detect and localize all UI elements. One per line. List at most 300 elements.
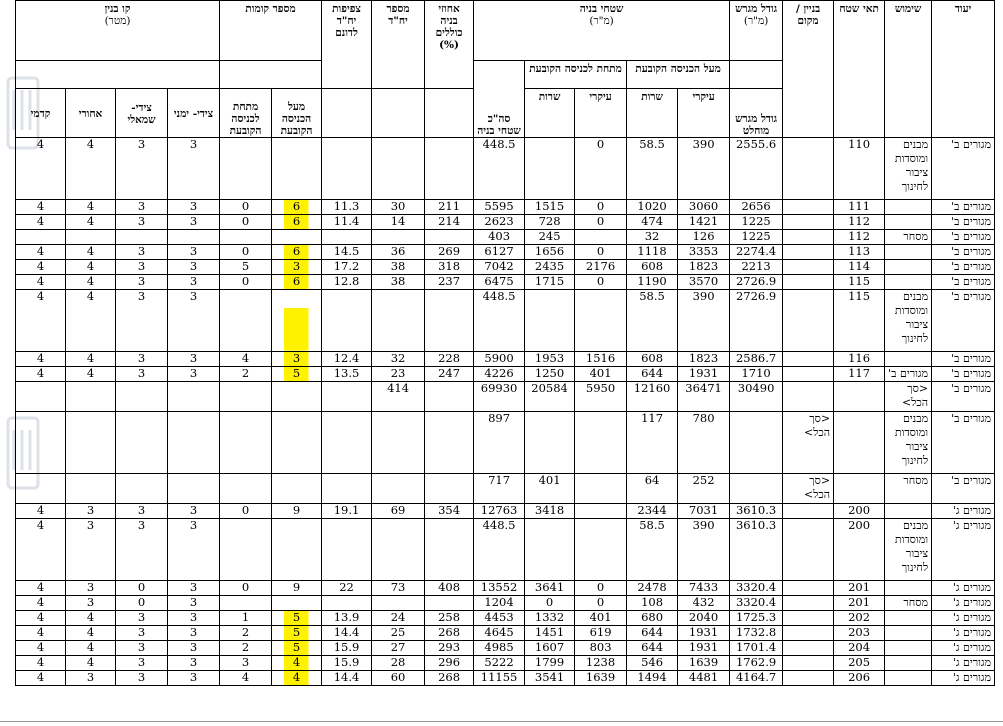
- header-label: שרות: [538, 91, 561, 103]
- cell-yeud: מגורים ב': [932, 412, 995, 474]
- cell-smali: 3: [116, 260, 168, 275]
- cell-yachad: 36: [372, 245, 425, 260]
- header-label: מעל הכניסה הקובעת: [280, 101, 313, 137]
- cell-maal-sherut: 644: [627, 367, 678, 382]
- cell-smali: 3: [116, 275, 168, 290]
- cell-yemani: 3: [168, 641, 220, 656]
- cell-binyan: <סך הכל>: [783, 474, 834, 504]
- cell-yemani: 3: [168, 596, 220, 611]
- cell-k-mit: 4: [220, 352, 272, 367]
- cell-k-maal: 6: [272, 215, 322, 230]
- cell-achori: 4: [66, 138, 116, 200]
- cell-tzfifut: [322, 519, 372, 581]
- cell-tzfifut: 22: [322, 581, 372, 596]
- cell-achuz: 214: [425, 215, 474, 230]
- cell-godel: 2555.6: [730, 138, 783, 200]
- cell-maal-ikari: 3060: [678, 200, 730, 215]
- cell-achuz: [425, 290, 474, 352]
- cell-tzfifut: 14.5: [322, 245, 372, 260]
- header-yeud: [932, 1, 995, 138]
- cell-mit-ikari: [575, 519, 627, 581]
- cell-mit-ikari: 0: [575, 581, 627, 596]
- cell-yemani: 3: [168, 245, 220, 260]
- header-spacer: [16, 61, 220, 89]
- header-label: אחוזי בניה כוללים: [435, 3, 463, 39]
- cell-sach: 448.5: [474, 138, 525, 200]
- cell-k-maal: [272, 138, 322, 200]
- header-unit: (מטר): [104, 15, 131, 27]
- cell-maal-sherut: 58.5: [627, 138, 678, 200]
- cell-achori: 4: [66, 352, 116, 367]
- cell-sach: 4453: [474, 611, 525, 626]
- cell-achori: 4: [66, 215, 116, 230]
- cell-achuz: 408: [425, 581, 474, 596]
- cell-kidmi: 4: [16, 581, 66, 596]
- cell-smali: 3: [116, 641, 168, 656]
- cell-godel: 2274.4: [730, 245, 783, 260]
- cell-godel: 2726.9: [730, 275, 783, 290]
- header-label: מספר קומות: [245, 3, 296, 15]
- cell-maal-sherut: 117: [627, 412, 678, 474]
- cell-sach: 11155: [474, 671, 525, 686]
- cell-kidmi: 4: [16, 626, 66, 641]
- header-shimush: [885, 1, 932, 138]
- header-label: צידי- שמאלי: [127, 102, 156, 126]
- table-row: [16, 367, 995, 382]
- cell-k-maal: 3: [272, 260, 322, 275]
- header-spacer: [425, 89, 474, 138]
- header-label: קו בנין: [104, 3, 131, 15]
- cell-mit-ikari: [575, 412, 627, 474]
- cell-mit-sherut: 1953: [525, 352, 575, 367]
- cell-k-mit: [220, 474, 272, 504]
- cell-binyan: [783, 519, 834, 581]
- cell-tai: 115: [834, 290, 885, 352]
- cell-tzfifut: 12.4: [322, 352, 372, 367]
- cell-kidmi: 4: [16, 215, 66, 230]
- cell-achuz: [425, 519, 474, 581]
- cell-k-mit: 5: [220, 260, 272, 275]
- cell-achori: 4: [66, 245, 116, 260]
- cell-binyan: [783, 671, 834, 686]
- building-rights-table: [15, 0, 995, 686]
- cell-tzfifut: 14.4: [322, 626, 372, 641]
- cell-shimush: [885, 626, 932, 641]
- cell-smali: [116, 474, 168, 504]
- cell-yeud: מגורים ג': [932, 596, 995, 611]
- table-row: [16, 611, 995, 626]
- cell-binyan: [783, 138, 834, 200]
- cell-godel: 2726.9: [730, 290, 783, 352]
- cell-shimush: מסחר: [885, 474, 932, 504]
- header-komot-maal: [272, 89, 322, 138]
- cell-maal-ikari: 390: [678, 138, 730, 200]
- cell-maal-sherut: 546: [627, 656, 678, 671]
- cell-achuz: 237: [425, 275, 474, 290]
- cell-k-maal: 5: [272, 626, 322, 641]
- cell-k-maal: 5: [272, 641, 322, 656]
- table-row: [16, 656, 995, 671]
- cell-k-maal: 6: [272, 200, 322, 215]
- cell-achori: 4: [66, 611, 116, 626]
- cell-tzfifut: [322, 412, 372, 474]
- cell-godel: 4164.7: [730, 671, 783, 686]
- cell-achori: [66, 474, 116, 504]
- cell-shimush: [885, 504, 932, 519]
- cell-yeud: מגורים ג': [932, 656, 995, 671]
- header-komot-mitachat: [220, 89, 272, 138]
- cell-shimush: [885, 656, 932, 671]
- cell-yeud: מגורים ג': [932, 504, 995, 519]
- cell-achuz: 269: [425, 245, 474, 260]
- cell-achori: 4: [66, 260, 116, 275]
- cell-mit-ikari: 1516: [575, 352, 627, 367]
- cell-achori: 3: [66, 581, 116, 596]
- cell-sach: 6127: [474, 245, 525, 260]
- page-divider: [0, 721, 1003, 722]
- cell-kidmi: 4: [16, 245, 66, 260]
- cell-k-mit: [220, 519, 272, 581]
- cell-sach: 5222: [474, 656, 525, 671]
- cell-binyan: [783, 352, 834, 367]
- cell-yemani: 3: [168, 260, 220, 275]
- cell-mit-ikari: 0: [575, 138, 627, 200]
- cell-yachad: 73: [372, 581, 425, 596]
- cell-yachad: 25: [372, 626, 425, 641]
- cell-tzfifut: 11.3: [322, 200, 372, 215]
- cell-yeud: מגורים ב': [932, 275, 995, 290]
- cell-yachad: 38: [372, 275, 425, 290]
- cell-yeud: מגורים ב': [932, 230, 995, 245]
- header-tzfifut: [322, 1, 372, 89]
- cell-achuz: [425, 230, 474, 245]
- cell-k-mit: 2: [220, 641, 272, 656]
- cell-yemani: 3: [168, 352, 220, 367]
- cell-binyan: [783, 275, 834, 290]
- cell-tai: [834, 382, 885, 412]
- header-label: מספר יח"ד: [386, 3, 410, 27]
- cell-yachad: 60: [372, 671, 425, 686]
- cell-k-mit: 1: [220, 611, 272, 626]
- cell-yachad: [372, 138, 425, 200]
- cell-sach: 5900: [474, 352, 525, 367]
- cell-tai: 205: [834, 656, 885, 671]
- cell-tai: 114: [834, 260, 885, 275]
- cell-achuz: 268: [425, 626, 474, 641]
- cell-mit-sherut: [525, 519, 575, 581]
- cell-godel: 1225: [730, 230, 783, 245]
- cell-yachad: 28: [372, 656, 425, 671]
- cell-achori: 4: [66, 290, 116, 352]
- cell-yemani: 3: [168, 611, 220, 626]
- table-row: [16, 245, 995, 260]
- cell-yemani: 3: [168, 275, 220, 290]
- cell-k-maal: 5: [272, 611, 322, 626]
- cell-achori: 3: [66, 671, 116, 686]
- cell-kidmi: 4: [16, 519, 66, 581]
- cell-maal-ikari: 1823: [678, 260, 730, 275]
- table-row: [16, 382, 995, 412]
- cell-yeud: מגורים ב': [932, 200, 995, 215]
- cell-kidmi: 4: [16, 504, 66, 519]
- cell-tzfifut: [322, 596, 372, 611]
- cell-binyan: [783, 290, 834, 352]
- cell-k-mit: [220, 290, 272, 352]
- cell-smali: 3: [116, 611, 168, 626]
- cell-mit-ikari: 0: [575, 215, 627, 230]
- cell-mit-sherut: 20584: [525, 382, 575, 412]
- cell-smali: [116, 382, 168, 412]
- cell-maal-ikari: 3570: [678, 275, 730, 290]
- cell-yeud: מגורים ב': [932, 382, 995, 412]
- cell-binyan: [783, 656, 834, 671]
- cell-mit-ikari: 0: [575, 275, 627, 290]
- cell-achuz: 354: [425, 504, 474, 519]
- cell-k-maal: 6: [272, 275, 322, 290]
- cell-sach: 717: [474, 474, 525, 504]
- cell-yachad: [372, 290, 425, 352]
- cell-smali: 3: [116, 519, 168, 581]
- cell-kidmi: 4: [16, 138, 66, 200]
- cell-tai: 200: [834, 519, 885, 581]
- cell-k-mit: [220, 596, 272, 611]
- cell-mit-sherut: 1799: [525, 656, 575, 671]
- cell-smali: 3: [116, 671, 168, 686]
- cell-achuz: [425, 474, 474, 504]
- cell-tai: 110: [834, 138, 885, 200]
- header-tzidi-yemani: [168, 89, 220, 138]
- cell-smali: 3: [116, 245, 168, 260]
- header-achori: [66, 89, 116, 138]
- table-row: [16, 260, 995, 275]
- cell-godel: 1701.4: [730, 641, 783, 656]
- cell-yeud: מגורים ב': [932, 260, 995, 275]
- cell-yemani: 3: [168, 215, 220, 230]
- cell-maal-ikari: 3353: [678, 245, 730, 260]
- cell-achori: 3: [66, 596, 116, 611]
- cell-yeud: מגורים ב': [932, 352, 995, 367]
- cell-maal-ikari: 1823: [678, 352, 730, 367]
- cell-shimush: [885, 260, 932, 275]
- cell-maal-ikari: 4481: [678, 671, 730, 686]
- cell-tzfifut: 11.4: [322, 215, 372, 230]
- cell-yeud: מגורים ב': [932, 245, 995, 260]
- header-unit: (מ"ר): [743, 15, 769, 27]
- cell-tzfifut: 19.1: [322, 504, 372, 519]
- cell-mit-sherut: 401: [525, 474, 575, 504]
- cell-achuz: 258: [425, 611, 474, 626]
- cell-maal-sherut: 608: [627, 260, 678, 275]
- cell-achori: 4: [66, 200, 116, 215]
- cell-maal-sherut: 1190: [627, 275, 678, 290]
- table-row: [16, 275, 995, 290]
- header-achuz: [425, 1, 474, 89]
- cell-yachad: 24: [372, 611, 425, 626]
- table-row: [16, 200, 995, 215]
- header-spacer: [220, 61, 322, 89]
- header-label: שטחי בניה: [579, 3, 624, 15]
- cell-yeud: מגורים ג': [932, 671, 995, 686]
- cell-shimush: מבנים ומוסדות ציבור לחינוך: [885, 519, 932, 581]
- cell-tzfifut: 12.8: [322, 275, 372, 290]
- cell-k-mit: 0: [220, 275, 272, 290]
- cell-yemani: [168, 230, 220, 245]
- cell-shimush: [885, 671, 932, 686]
- header-tzidi-smali: [116, 89, 168, 138]
- cell-yachad: 38: [372, 260, 425, 275]
- cell-godel: 1725.3: [730, 611, 783, 626]
- table-row: [16, 519, 995, 581]
- cell-maal-sherut: 64: [627, 474, 678, 504]
- cell-sach: 448.5: [474, 290, 525, 352]
- header-mitachat: [525, 61, 627, 89]
- cell-k-maal: [272, 382, 322, 412]
- header-maal-ikari: [678, 89, 730, 138]
- cell-yachad: 69: [372, 504, 425, 519]
- cell-yemani: [168, 474, 220, 504]
- cell-shimush: [885, 581, 932, 596]
- cell-k-mit: 0: [220, 581, 272, 596]
- cell-godel: 1225: [730, 215, 783, 230]
- cell-maal-ikari: 7433: [678, 581, 730, 596]
- cell-k-mit: 2: [220, 367, 272, 382]
- cell-achuz: [425, 382, 474, 412]
- cell-smali: 3: [116, 215, 168, 230]
- cell-shimush: [885, 215, 932, 230]
- cell-mit-ikari: 401: [575, 611, 627, 626]
- cell-maal-ikari: 252: [678, 474, 730, 504]
- cell-shimush: [885, 200, 932, 215]
- cell-tai: 201: [834, 581, 885, 596]
- cell-achuz: 211: [425, 200, 474, 215]
- cell-k-mit: 0: [220, 215, 272, 230]
- cell-tai: 117: [834, 367, 885, 382]
- cell-shimush: <סך הכל>: [885, 382, 932, 412]
- table-row: [16, 626, 995, 641]
- cell-k-maal: 4: [272, 671, 322, 686]
- cell-k-maal: [272, 519, 322, 581]
- header-maal: [627, 61, 730, 89]
- cell-maal-sherut: 108: [627, 596, 678, 611]
- cell-tai: 203: [834, 626, 885, 641]
- cell-yachad: 23: [372, 367, 425, 382]
- header-label: עיקרי: [692, 91, 715, 103]
- cell-godel: 2656: [730, 200, 783, 215]
- cell-achuz: 318: [425, 260, 474, 275]
- cell-k-mit: 0: [220, 245, 272, 260]
- cell-yeud: מגורים ג': [932, 611, 995, 626]
- cell-mit-sherut: 1332: [525, 611, 575, 626]
- cell-kidmi: 4: [16, 200, 66, 215]
- cell-achori: 4: [66, 641, 116, 656]
- table-row: [16, 215, 995, 230]
- cell-yemani: 3: [168, 656, 220, 671]
- cell-mit-ikari: 5950: [575, 382, 627, 412]
- cell-achuz: [425, 412, 474, 474]
- cell-tzfifut: [322, 382, 372, 412]
- cell-sach: 5595: [474, 200, 525, 215]
- header-mispar-komot: [220, 1, 322, 61]
- cell-mit-ikari: 401: [575, 367, 627, 382]
- cell-smali: 3: [116, 626, 168, 641]
- header-label: מתחת לכניסה הקובעת: [529, 63, 622, 75]
- cell-yeud: מגורים ג': [932, 581, 995, 596]
- cell-mit-sherut: [525, 412, 575, 474]
- cell-achori: 3: [66, 504, 116, 519]
- cell-binyan: [783, 626, 834, 641]
- cell-yachad: [372, 474, 425, 504]
- cell-k-mit: [220, 382, 272, 412]
- cell-sach: 448.5: [474, 519, 525, 581]
- cell-tzfifut: [322, 138, 372, 200]
- cell-mit-sherut: 1250: [525, 367, 575, 382]
- cell-smali: 0: [116, 596, 168, 611]
- cell-binyan: [783, 611, 834, 626]
- cell-yeud: מגורים ב': [932, 138, 995, 200]
- cell-achori: [66, 230, 116, 245]
- cell-maal-ikari: 1931: [678, 626, 730, 641]
- header-kidmi: [16, 89, 66, 138]
- cell-yemani: 3: [168, 200, 220, 215]
- cell-smali: 3: [116, 367, 168, 382]
- cell-sach: 13552: [474, 581, 525, 596]
- cell-maal-ikari: 2040: [678, 611, 730, 626]
- cell-kidmi: [16, 230, 66, 245]
- cell-godel: 3610.3: [730, 504, 783, 519]
- cell-sach: 4226: [474, 367, 525, 382]
- cell-tai: 112: [834, 230, 885, 245]
- cell-sach: 2623: [474, 215, 525, 230]
- cell-binyan: [783, 596, 834, 611]
- cell-godel: 1732.8: [730, 626, 783, 641]
- cell-godel: 2586.7: [730, 352, 783, 367]
- cell-achuz: 296: [425, 656, 474, 671]
- table-row: [16, 352, 995, 367]
- cell-k-mit: 2: [220, 626, 272, 641]
- cell-maal-ikari: 1639: [678, 656, 730, 671]
- header-mispar-yachad: [372, 1, 425, 89]
- cell-tzfifut: [322, 230, 372, 245]
- cell-kidmi: 4: [16, 260, 66, 275]
- cell-godel: 30490: [730, 382, 783, 412]
- header-sach-hakol: [474, 61, 525, 138]
- cell-k-maal: 9: [272, 504, 322, 519]
- cell-yachad: 27: [372, 641, 425, 656]
- cell-godel: 3320.4: [730, 581, 783, 596]
- cell-godel: 2213: [730, 260, 783, 275]
- cell-k-mit: 4: [220, 671, 272, 686]
- cell-tai: 112: [834, 215, 885, 230]
- cell-mit-ikari: 803: [575, 641, 627, 656]
- cell-achori: [66, 382, 116, 412]
- cell-smali: 3: [116, 504, 168, 519]
- cell-binyan: [783, 245, 834, 260]
- cell-shimush: מבנים ומוסדות ציבור לחינוך: [885, 290, 932, 352]
- cell-mit-ikari: 0: [575, 596, 627, 611]
- cell-achori: 4: [66, 656, 116, 671]
- cell-maal-sherut: 1494: [627, 671, 678, 686]
- cell-kidmi: 4: [16, 275, 66, 290]
- cell-smali: 3: [116, 200, 168, 215]
- cell-shimush: מבנים ומוסדות ציבור לחינוך: [885, 138, 932, 200]
- cell-yemani: 3: [168, 626, 220, 641]
- cell-yemani: [168, 412, 220, 474]
- cell-mit-sherut: 1715: [525, 275, 575, 290]
- cell-mit-sherut: 245: [525, 230, 575, 245]
- cell-tai: 204: [834, 641, 885, 656]
- cell-yachad: 414: [372, 382, 425, 412]
- cell-tai: 200: [834, 504, 885, 519]
